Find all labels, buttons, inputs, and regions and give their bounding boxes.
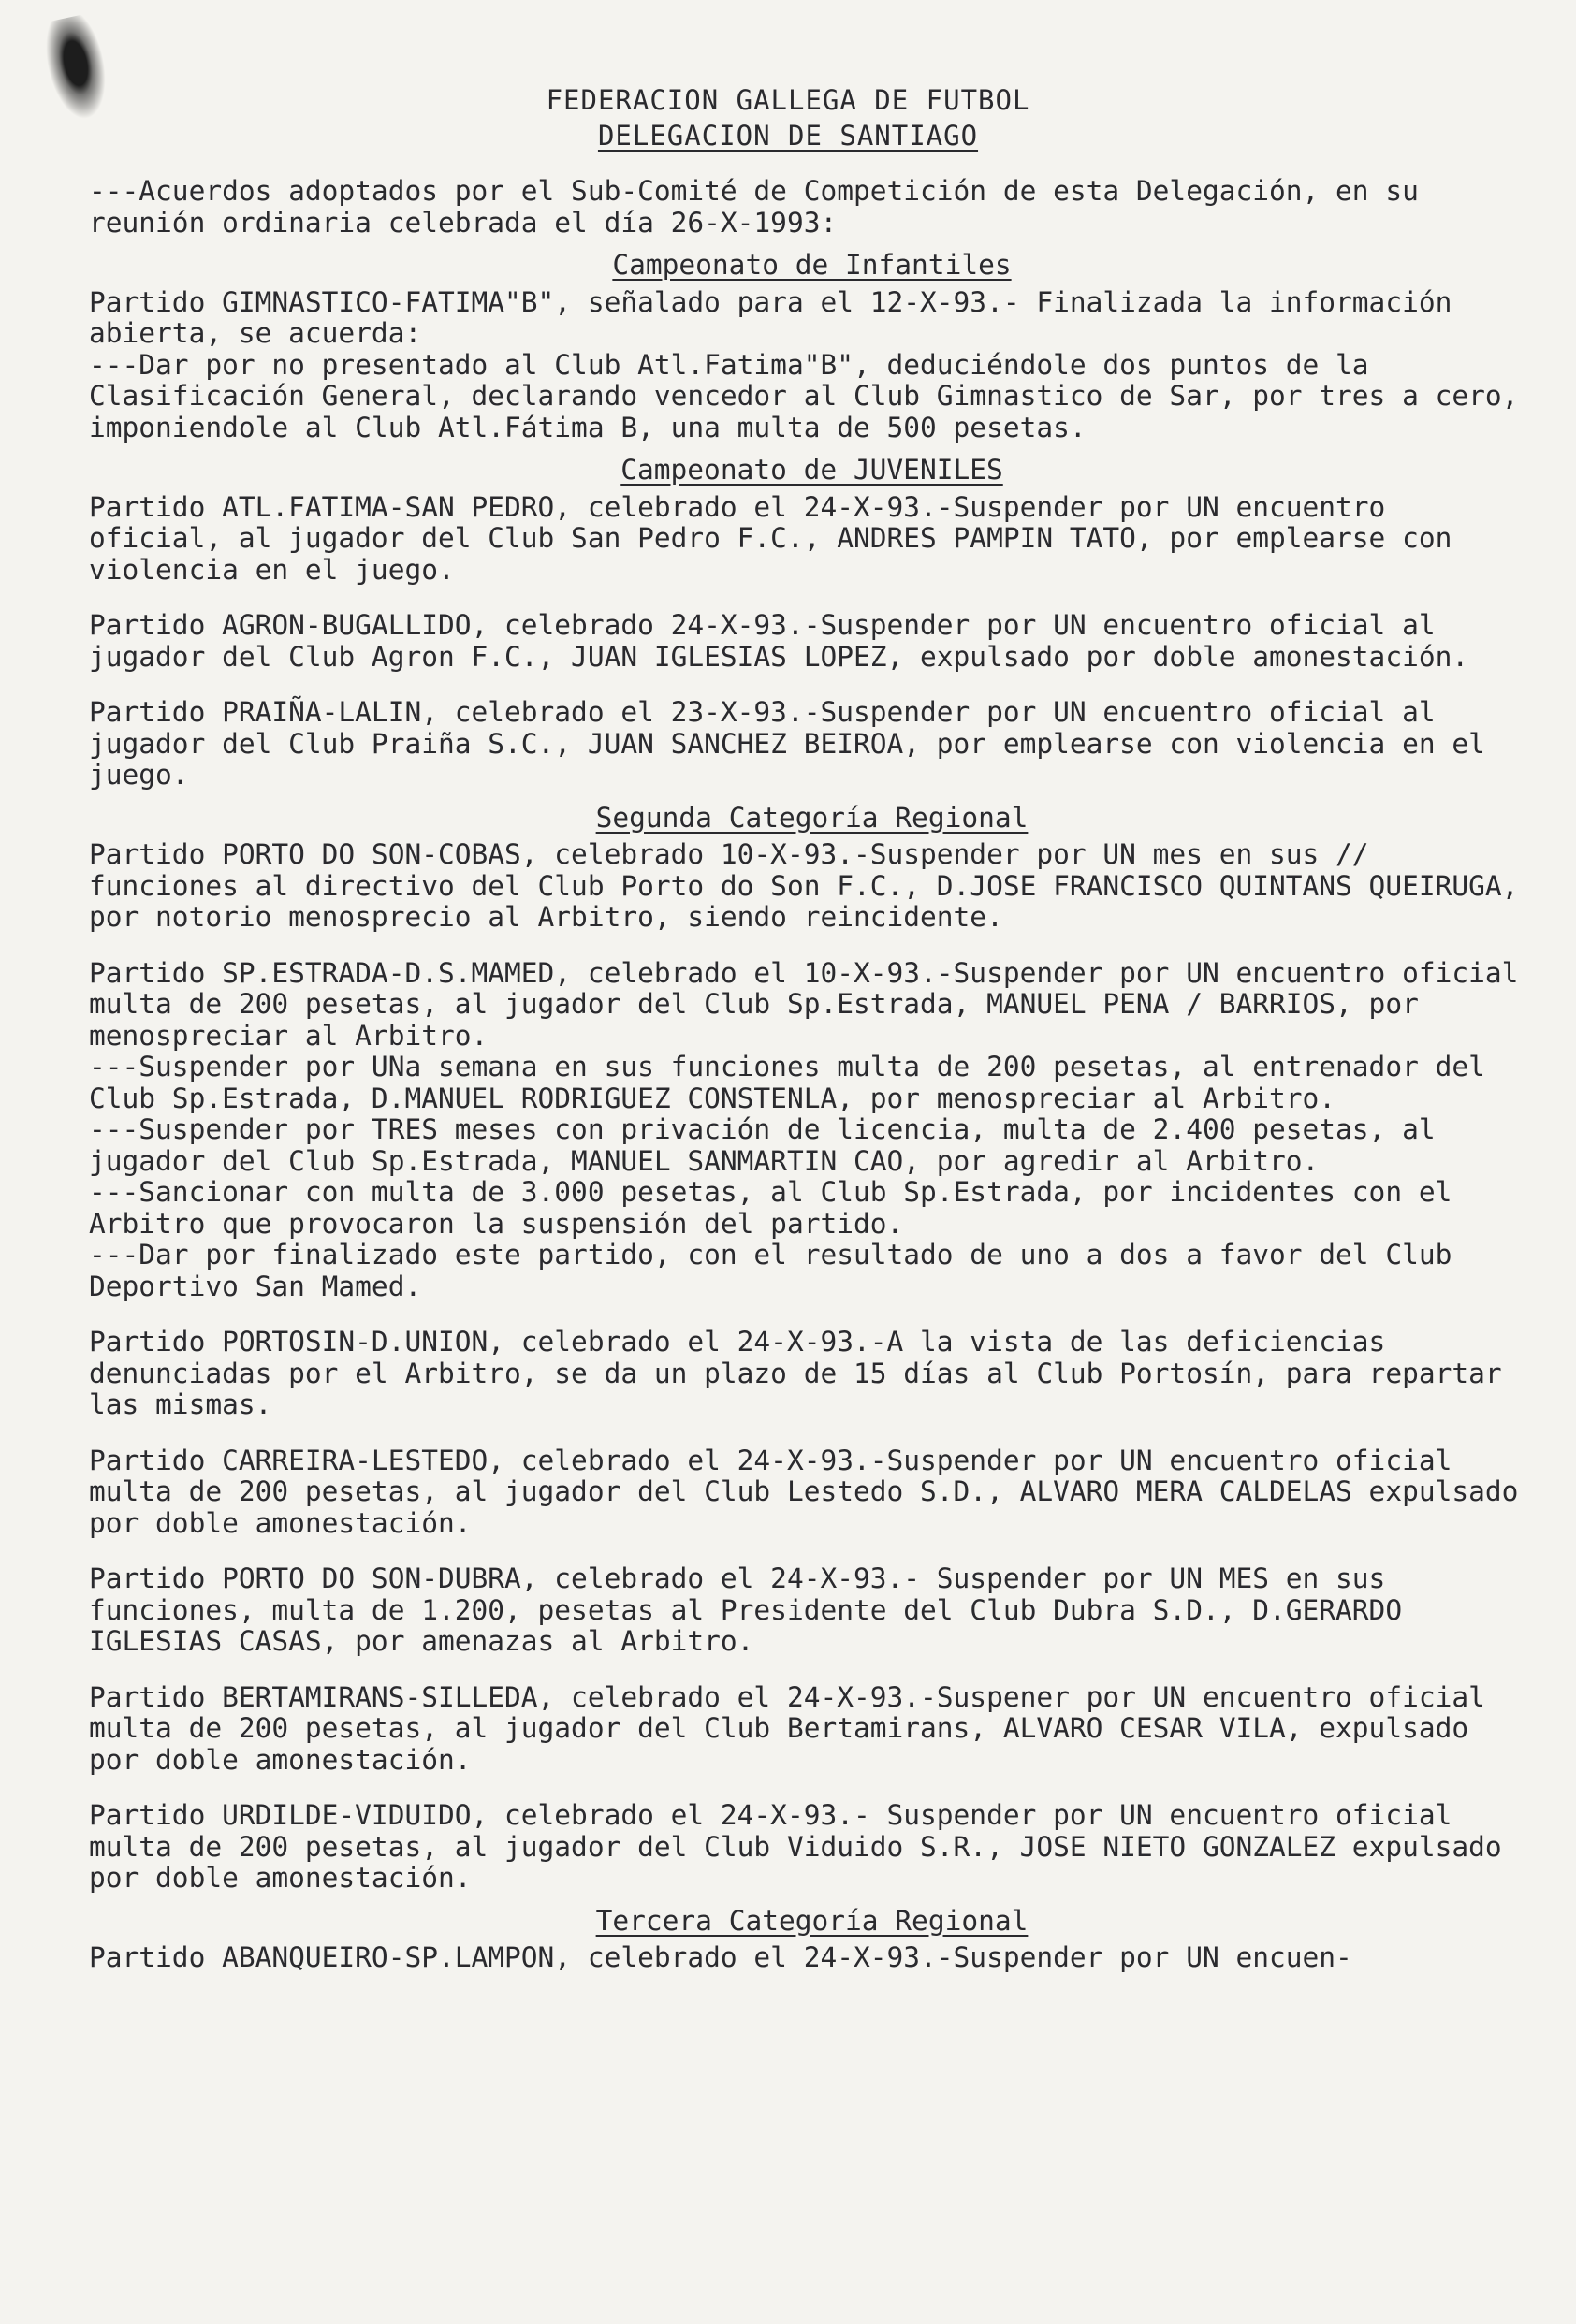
paragraph: ---Suspender por UNa semana en sus funciones multa de 200 pesetas, al entrenador del Club Sp.Estrada, D.MANUEL RODRIGUEZ CONSTENLA, por menospreciar al Arbitro.: [89, 1051, 1485, 1114]
paragraph: ---Dar por no presentado al Club Atl.Fatima"B", deduciéndole dos puntos de la Clasificación General, declarando vencedor al Club Gimnastico de Sar, por tres a cero, imponiendole al Club Atl.Fátima B, una multa de 500 pesetas.: [89, 348, 1519, 443]
paragraph: ---Dar por finalizado este partido, con el resultado de uno a dos a favor del Club Deportivo San Mamed.: [89, 1239, 1452, 1302]
intro-paragraph: ---Acuerdos adoptados por el Sub-Comité de Competición de esta Delegación, en su reunión ordinaria celebrada el día 26-X-1993:: [89, 175, 1419, 239]
paragraph: Partido ABANQUEIRO-SP.LAMPON, celebrado el 24-X-93.-Suspender por UN encuen-: [89, 1941, 1352, 1973]
document-body: [89, 176, 1535, 1974]
paragraph: Partido URDILDE-VIDUIDO, celebrado el 24-X-93.- Suspender por UN encuentro oficial multa de 200 pesetas, al jugador del Club Viduido S.R., JOSE NIETO GONZALEZ expulsado por doble amonestación.: [89, 1799, 1502, 1894]
delegation-title: DELEGACION DE SANTIAGO: [597, 120, 979, 152]
section-heading-infantiles: Campeonato de Infantiles: [612, 249, 1012, 281]
section-heading-juveniles: Campeonato de JUVENILES: [620, 454, 1003, 486]
paragraph: Partido SP.ESTRADA-D.S.MAMED, celebrado el 10-X-93.-Suspender por UN encuentro oficial multa de 200 pesetas, al jugador del Club Sp.Estrada, MANUEL PENA / BARRIOS, por menospreciar al Arbitro.: [89, 956, 1519, 1052]
paragraph: Partido GIMNASTICO-FATIMA"B", señalado para el 12-X-93.- Finalizada la información abierta, se acuerda:: [89, 285, 1452, 349]
section-heading-segunda: Segunda Categoría Regional: [595, 801, 1029, 834]
paragraph: ---Suspender por TRES meses con privación de licencia, multa de 2.400 pesetas, al jugador del Club Sp.Estrada, MANUEL SANMARTIN CAO, por agredir al Arbitro.: [89, 1113, 1436, 1177]
paragraph: Partido PRAIÑA-LALIN, celebrado el 23-X-93.-Suspender por UN encuentro oficial al jugador del Club Praiña S.C., JUAN SANCHEZ BEIROA, por emplearse con violencia en el juego.: [89, 696, 1485, 791]
federation-title: FEDERACION GALLEGA DE FUTBOL: [546, 84, 1030, 116]
paragraph: Partido PORTO DO SON-DUBRA, celebrado el 24-X-93.- Suspender por UN MES en sus funciones, multa de 1.200, pesetas al Presidente del Club Dubra S.D., D.GERARDO IGLESIAS CASAS, por amenazas al Arbitro.: [89, 1562, 1403, 1657]
paragraph: Partido ATL.FATIMA-SAN PEDRO, celebrado el 24-X-93.-Suspender por UN encuentro oficial, al jugador del Club San Pedro F.C., ANDRES PAMPIN TATO, por emplearse con violencia en el juego.: [89, 490, 1452, 586]
document-header: [0, 82, 1576, 153]
paragraph: Partido BERTAMIRANS-SILLEDA, celebrado el 24-X-93.-Suspener por UN encuentro oficial multa de 200 pesetas, al jugador del Club Bertamirans, ALVARO CESAR VILA, expulsado por doble amonestación.: [89, 1680, 1485, 1776]
paragraph: Partido CARREIRA-LESTEDO, celebrado el 24-X-93.-Suspender por UN encuentro oficial multa de 200 pesetas, al jugador del Club Lestedo S.D., ALVARO MERA CALDELAS expulsado por doble amonestación.: [89, 1444, 1519, 1539]
section-heading-tercera: Tercera Categoría Regional: [595, 1904, 1029, 1937]
paragraph: ---Sancionar con multa de 3.000 pesetas, al Club Sp.Estrada, por incidentes con el Arbitro que provocaron la suspensión del partido.: [89, 1176, 1452, 1240]
paragraph: Partido AGRON-BUGALLIDO, celebrado 24-X-93.-Suspender por UN encuentro oficial al jugador del Club Agron F.C., JUAN IGLESIAS LOPEZ, expulsado por doble amonestación.: [89, 609, 1469, 673]
paragraph: Partido PORTOSIN-D.UNION, celebrado el 24-X-93.-A la vista de las deficiencias denunciadas por el Arbitro, se da un plazo de 15 días al Club Portosín, para repartar las mismas.: [89, 1326, 1502, 1420]
paragraph: Partido PORTO DO SON-COBAS, celebrado 10-X-93.-Suspender por UN mes en sus // funciones al directivo del Club Porto do Son F.C., D.JOSE FRANCISCO QUINTANS QUEIRUGA, por notorio menosprecio al Arbitro, siendo reincidente.: [89, 838, 1519, 933]
